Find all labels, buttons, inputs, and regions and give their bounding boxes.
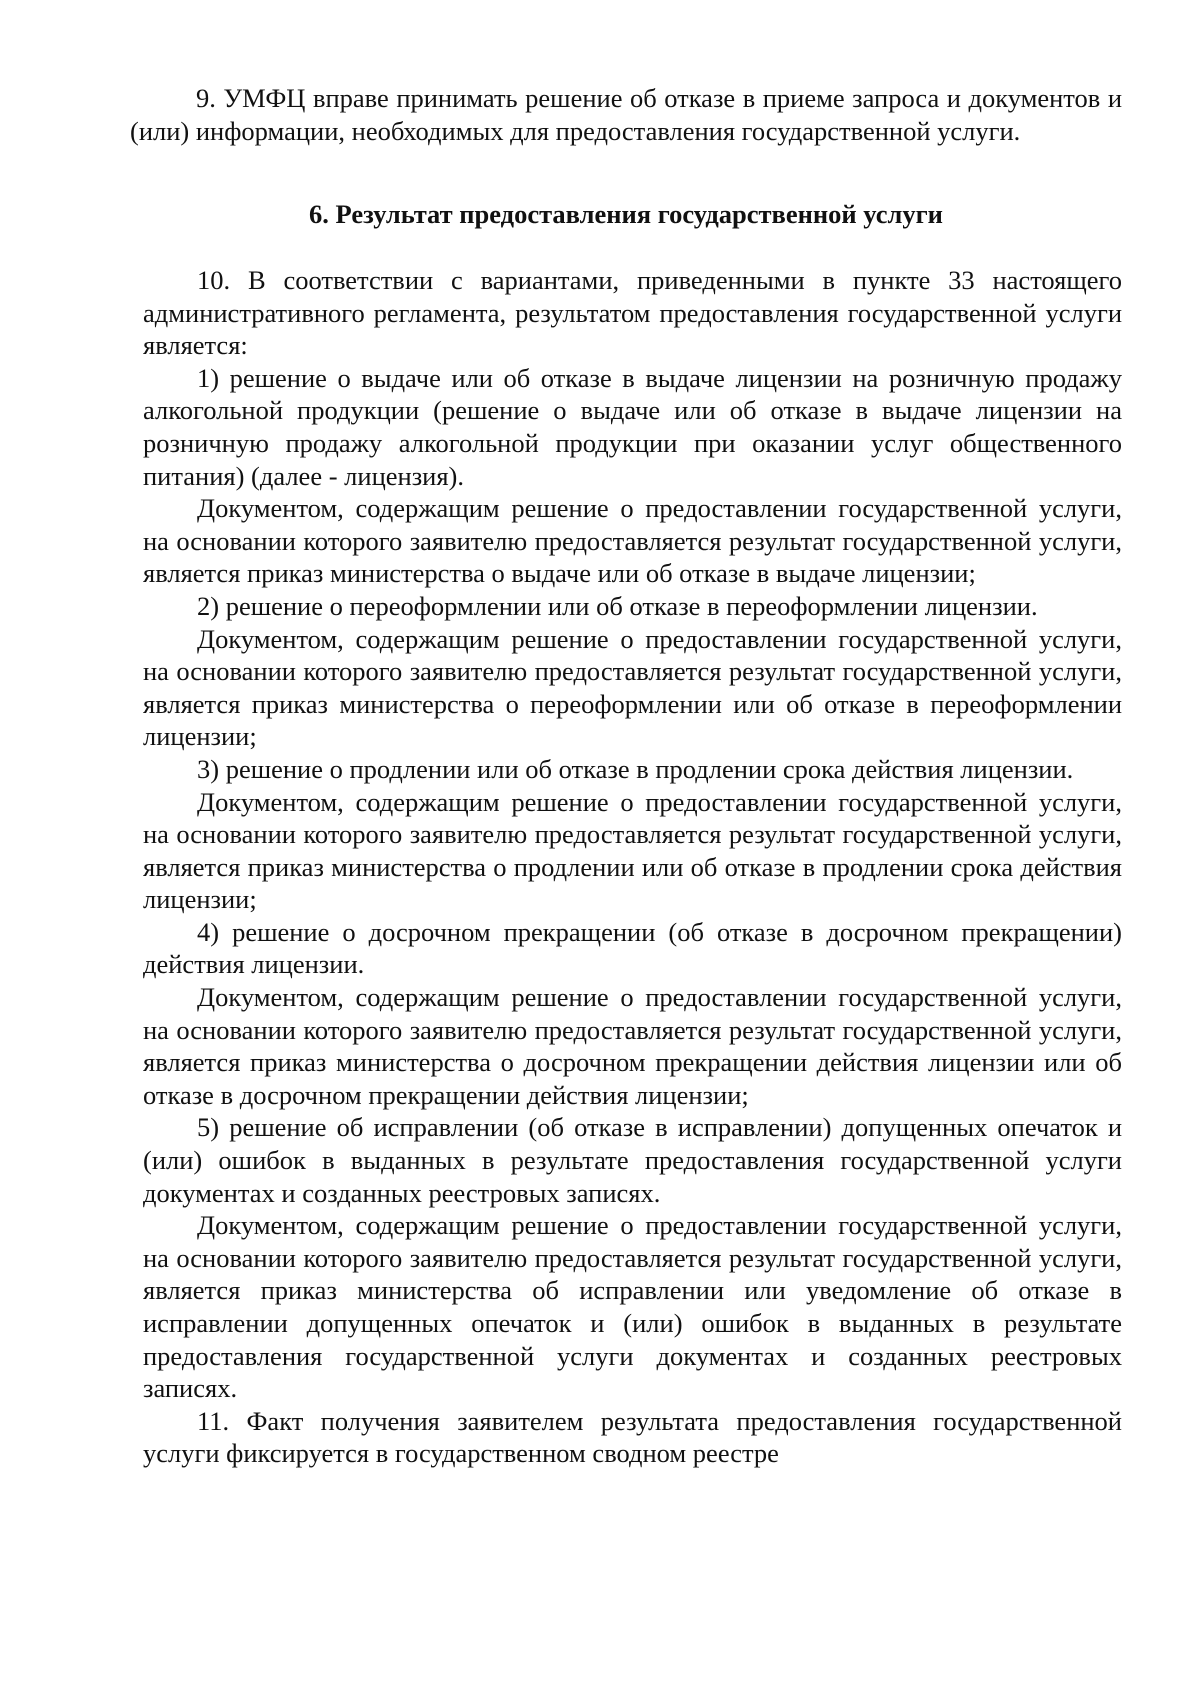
- list-item-3-document: Документом, содержащим решение о предоставлении государственной услуги, на основании которого заявителю предоставляется результат государственной услуги, является приказ министерства о продлении или об отказе в продлении срока действия лицензии;: [143, 786, 1122, 915]
- list-item-4: 4) решение о досрочном прекращении (об отказе в досрочном прекращении) действия лицензии.: [143, 916, 1122, 980]
- paragraph-9: 9. УМФЦ вправе принимать решение об отказе в приеме запроса и документов и (или) информации, необходимых для предоставления государственной услуги.: [130, 83, 1122, 146]
- list-item-1: 1) решение о выдаче или об отказе в выдаче лицензии на розничную продажу алкогольной продукции (решение о выдаче или об отказе в выдаче лицензии на розничную продажу алкогольной продукции при оказании услуг общественного питания) (далее - лицензия).: [143, 362, 1122, 491]
- list-item-2-document: Документом, содержащим решение о предоставлении государственной услуги, на основании которого заявителю предоставляется результат государственной услуги, является приказ министерства о переоформлении или об отказе в переоформлении лицензии;: [143, 623, 1122, 752]
- list-item-5: 5) решение об исправлении (об отказе в исправлении) допущенных опечаток и (или) ошибок в выданных в результате предоставления государственной услуги документах и созданных реестровых записях.: [143, 1112, 1122, 1208]
- list-item-3: 3) решение о продлении или об отказе в продлении срока действия лицензии.: [197, 753, 1074, 784]
- section-body: [143, 264, 1122, 1470]
- section-heading: 6. Результат предоставления государственной услуги: [309, 199, 943, 229]
- list-item-4-document: Документом, содержащим решение о предоставлении государственной услуги, на основании которого заявителю предоставляется результат государственной услуги, является приказ министерства о досрочном прекращении действия лицензии или об отказе в досрочном прекращении действия лицензии;: [143, 982, 1122, 1110]
- paragraph-10: 10. В соответствии с вариантами, приведенными в пункте 33 настоящего административного регламента, результатом предоставления государственной услуги является:: [143, 265, 1122, 361]
- paragraph-11: 11. Факт получения заявителем результата предоставления государственной услуги фиксируется в государственном сводном реестре: [143, 1405, 1122, 1469]
- list-item-1-document: Документом, содержащим решение о предоставлении государственной услуги, на основании которого заявителю предоставляется результат государственной услуги, является приказ министерства о выдаче или об отказе в выдаче лицензии;: [143, 493, 1122, 589]
- list-item-2: 2) решение о переоформлении или об отказе в переоформлении лицензии.: [197, 590, 1038, 621]
- list-item-5-document: Документом, содержащим решение о предоставлении государственной услуги, на основании которого заявителю предоставляется результат государственной услуги, является приказ министерства об исправлении или уведомление об отказе в исправлении допущенных опечаток и (или) ошибок в выданных в результате предоставления государственной услуги документах и созданных реестровых записях.: [143, 1210, 1122, 1404]
